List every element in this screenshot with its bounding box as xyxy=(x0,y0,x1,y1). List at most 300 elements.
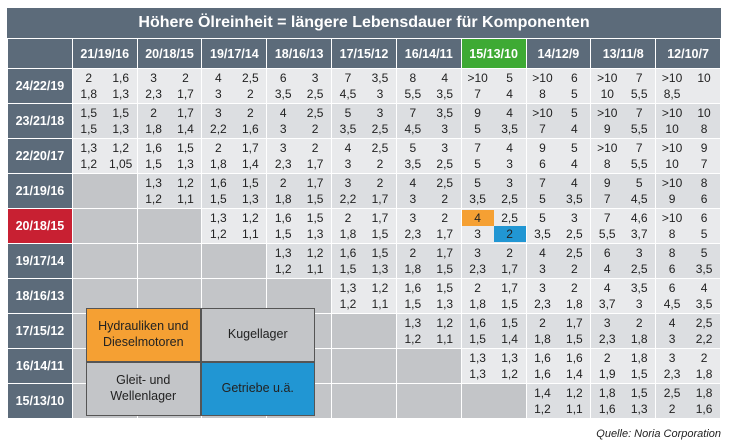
cell-value: 1,3 xyxy=(112,122,130,136)
table-cell xyxy=(202,69,267,104)
cell-value: >10 xyxy=(467,71,488,85)
cell-value: 1,8 xyxy=(598,386,616,400)
cell-value: 1,5 xyxy=(80,122,98,136)
cell-value: 1,3 xyxy=(241,192,259,206)
column-header: 16/14/11 xyxy=(396,39,461,69)
table-cell xyxy=(202,104,267,139)
table-cell xyxy=(591,139,656,174)
cell-value: 6 xyxy=(571,71,578,85)
cell-value: 9 xyxy=(603,122,611,136)
cell-value: 10 xyxy=(697,106,711,120)
table-row xyxy=(8,244,721,279)
cell-value: 5,5 xyxy=(598,227,616,241)
cell-value: 4 xyxy=(571,176,578,190)
cell-value: 2,5 xyxy=(566,246,583,260)
cell-value: 3 xyxy=(668,332,676,346)
table-cell xyxy=(202,174,267,209)
cell-value: 2 xyxy=(215,141,222,155)
cell-value: 3 xyxy=(279,122,287,136)
table-cell xyxy=(656,209,721,244)
cell-value: 2,3 xyxy=(274,157,292,171)
cell-value: 1,5 xyxy=(501,297,518,311)
cell-value: >10 xyxy=(597,106,618,120)
cell-value: 3 xyxy=(215,87,222,101)
cell-value: 3 xyxy=(668,351,676,365)
cell-value: 3,5 xyxy=(630,281,648,295)
cell-value: 4 xyxy=(506,87,513,101)
cell-value: 4 xyxy=(441,71,449,85)
cell-value: 1,8 xyxy=(630,332,648,346)
cell-value: 2,5 xyxy=(436,176,454,190)
table-row xyxy=(8,104,721,139)
cell-value: 1,4 xyxy=(177,122,194,136)
cell-value: 3,5 xyxy=(695,262,713,276)
cell-value: 2,5 xyxy=(306,106,324,120)
column-header: 21/19/16 xyxy=(72,39,137,69)
cell-value: 5 xyxy=(474,122,481,136)
cell-value: 4 xyxy=(506,106,513,120)
table-cell xyxy=(526,349,591,384)
cell-value: 7 xyxy=(700,157,708,171)
table-cell xyxy=(591,349,656,384)
table-cell xyxy=(267,139,332,174)
cell-value: 5,5 xyxy=(630,157,648,171)
cell-value: 2,5 xyxy=(371,122,389,136)
corner-cell xyxy=(8,39,73,69)
cell-value: 6 xyxy=(279,71,287,85)
table-title: Höhere Ölreinheit = längere Lebensdauer für Komponenten xyxy=(7,8,721,38)
cell-value: 1,6 xyxy=(339,246,357,260)
cell-value: 1,2 xyxy=(501,367,518,381)
cell-value: >10 xyxy=(661,211,683,225)
table-cell xyxy=(591,279,656,314)
cell-value: 2,3 xyxy=(404,227,422,241)
cell-value: 2 xyxy=(668,402,676,416)
cell-value: >10 xyxy=(532,106,553,120)
cell-value: 2,5 xyxy=(241,71,259,85)
cell-value: 1,5 xyxy=(80,106,98,120)
cell-value: 1,6 xyxy=(566,351,583,365)
cell-value: 7 xyxy=(635,106,643,120)
table-cell xyxy=(396,349,461,384)
cell-value: 1,5 xyxy=(306,192,324,206)
table-cell xyxy=(461,69,526,104)
cell-value: 8 xyxy=(539,87,546,101)
column-header: 12/10/7 xyxy=(656,39,721,69)
cell-value: 6 xyxy=(539,157,546,171)
cell-value: 1,5 xyxy=(501,316,518,330)
cell-value: 9 xyxy=(700,141,708,155)
cell-value: 2 xyxy=(311,141,319,155)
legend-hydraulics: Hydrauliken und Dieselmotoren xyxy=(87,309,200,361)
cell-value: 1,4 xyxy=(566,367,583,381)
cell-value: 2 xyxy=(603,351,611,365)
cell-value: 2 xyxy=(571,262,578,276)
cell-value: 1,2 xyxy=(274,262,292,276)
cell-value: 1,2 xyxy=(145,192,162,206)
table-cell xyxy=(72,244,137,279)
cell-value: 2,5 xyxy=(695,316,713,330)
cell-value: 1,8 xyxy=(145,122,162,136)
cell-value: 7 xyxy=(409,106,417,120)
cell-value: 1,5 xyxy=(210,192,227,206)
table-cell xyxy=(591,244,656,279)
cell-value: 8 xyxy=(700,176,708,190)
cell-value: 1,6 xyxy=(274,211,292,225)
table-cell xyxy=(656,139,721,174)
cell-value: 1,05 xyxy=(108,157,133,171)
cell-value: 9 xyxy=(539,141,546,155)
cell-value: 1,7 xyxy=(177,106,194,120)
cell-value: 4 xyxy=(409,176,417,190)
column-header: 14/12/9 xyxy=(526,39,591,69)
cell-value: 2 xyxy=(700,351,708,365)
table-cell xyxy=(267,104,332,139)
table-cell xyxy=(202,244,267,279)
table-cell xyxy=(396,69,461,104)
cell-value: 6 xyxy=(668,281,676,295)
cell-value: 3 xyxy=(635,297,643,311)
cell-value: 1,3 xyxy=(210,211,227,225)
table-cell xyxy=(72,104,137,139)
cell-value: 6 xyxy=(700,211,708,225)
cell-value: 1,2 xyxy=(534,402,551,416)
table-cell xyxy=(396,314,461,349)
table-cell xyxy=(656,279,721,314)
cell-value: 1,2 xyxy=(371,281,389,295)
cell-value: >10 xyxy=(597,71,618,85)
cell-value: 1,2 xyxy=(436,316,454,330)
cell-value: 7 xyxy=(474,87,481,101)
table-cell xyxy=(656,349,721,384)
cell-value: 1,5 xyxy=(371,227,389,241)
cell-value: 2 xyxy=(311,122,319,136)
table-cell xyxy=(137,209,202,244)
table-cell xyxy=(332,209,397,244)
cell-value: 2 xyxy=(246,106,254,120)
cell-value: 3,5 xyxy=(436,87,454,101)
cell-value: 1,8 xyxy=(534,332,551,346)
table-cell xyxy=(332,139,397,174)
legend xyxy=(86,308,315,416)
cell-value: 1,7 xyxy=(501,281,518,295)
cell-value: 1,3 xyxy=(436,297,454,311)
cell-value: 3,5 xyxy=(404,157,422,171)
cell-value: 4 xyxy=(344,141,352,155)
table-row xyxy=(8,209,721,244)
column-header: 18/16/13 xyxy=(267,39,332,69)
cell-value: 2 xyxy=(494,226,526,242)
cell-value: 2 xyxy=(246,87,254,101)
column-header: 15/13/10 xyxy=(461,39,526,69)
cell-value: 1,5 xyxy=(469,332,486,346)
column-header-row xyxy=(8,39,721,69)
cell-value: 1,7 xyxy=(436,246,454,260)
cell-value: 5 xyxy=(539,192,546,206)
cell-value: 3 xyxy=(279,141,287,155)
cell-value: 2 xyxy=(474,281,481,295)
table-cell xyxy=(267,69,332,104)
cell-value: 4 xyxy=(506,141,513,155)
cell-value: 3 xyxy=(376,87,384,101)
cell-value: 1,7 xyxy=(241,141,259,155)
table-cell xyxy=(461,349,526,384)
cell-value: 1,3 xyxy=(371,262,389,276)
cell-value: >10 xyxy=(661,106,683,120)
table-cell xyxy=(461,174,526,209)
cell-value: 1,8 xyxy=(695,386,713,400)
cell-value: 5 xyxy=(539,211,546,225)
cell-value: 4 xyxy=(539,246,546,260)
cell-value: 4 xyxy=(603,281,611,295)
cell-value: 1,8 xyxy=(630,351,648,365)
table-cell xyxy=(137,139,202,174)
cell-value: 3 xyxy=(635,246,643,260)
table-cell xyxy=(267,244,332,279)
cell-value: 1,3 xyxy=(501,351,518,365)
cell-value: 4 xyxy=(668,316,676,330)
cell-value: 7 xyxy=(539,176,546,190)
cell-value: 1,7 xyxy=(306,157,324,171)
cell-value: 4,5 xyxy=(663,297,681,311)
cell-value: 1,2 xyxy=(80,157,98,171)
cell-value: 3,5 xyxy=(501,122,518,136)
cell-value: 1,3 xyxy=(145,176,162,190)
cell-value: 2,3 xyxy=(534,297,551,311)
cell-value: 1,2 xyxy=(241,211,259,225)
table-cell xyxy=(72,209,137,244)
table-cell xyxy=(396,104,461,139)
cell-value: 10 xyxy=(600,87,614,101)
cell-value: 3 xyxy=(409,192,417,206)
cell-value: 1,1 xyxy=(436,332,454,346)
cell-value: 1,6 xyxy=(145,141,162,155)
cell-value: 1,1 xyxy=(177,192,194,206)
cell-value: 3,5 xyxy=(274,87,292,101)
table-cell xyxy=(396,139,461,174)
cell-value: 2 xyxy=(344,211,352,225)
cell-value: 10 xyxy=(697,71,711,85)
cell-value: 8 xyxy=(700,122,708,136)
cell-value: 10 xyxy=(665,122,679,136)
cell-value: 5 xyxy=(700,246,708,260)
cell-value: 3 xyxy=(376,106,384,120)
cell-value: 2 xyxy=(441,211,449,225)
cell-value: 8 xyxy=(668,246,676,260)
column-header: 17/15/12 xyxy=(332,39,397,69)
cell-value: 2 xyxy=(635,316,643,330)
cell-value: 3,5 xyxy=(339,122,357,136)
cell-value: >10 xyxy=(597,141,618,155)
cell-value: 1,3 xyxy=(469,351,486,365)
table-cell xyxy=(461,314,526,349)
cell-value: 1,6 xyxy=(695,402,713,416)
cell-value: 2 xyxy=(376,157,384,171)
table-cell xyxy=(526,104,591,139)
column-header: 20/18/15 xyxy=(137,39,202,69)
cell-value: 1,3 xyxy=(630,402,648,416)
table-cell xyxy=(72,69,137,104)
cell-value: 2 xyxy=(409,246,417,260)
cell-value: 4,5 xyxy=(630,192,648,206)
cell-value: 1,7 xyxy=(306,176,324,190)
cell-value: 1,3 xyxy=(404,316,422,330)
legend-gears: Getriebe u.ä. xyxy=(202,363,315,415)
cell-value: 1,2 xyxy=(339,297,357,311)
cell-value: 1,8 xyxy=(695,367,713,381)
cell-value: 3 xyxy=(441,122,449,136)
cell-value: 3 xyxy=(215,106,222,120)
cell-value: 5 xyxy=(474,157,481,171)
table-cell xyxy=(591,174,656,209)
table-cell xyxy=(591,69,656,104)
column-header: 13/11/8 xyxy=(591,39,656,69)
cell-value: 1,1 xyxy=(306,262,324,276)
cell-value: 1,5 xyxy=(274,227,292,241)
cell-value: 1,5 xyxy=(112,106,130,120)
cell-value: >10 xyxy=(661,71,683,85)
cell-value: 1,9 xyxy=(598,367,616,381)
cell-value: 2,5 xyxy=(630,262,648,276)
table-cell xyxy=(656,384,721,419)
table-cell xyxy=(591,384,656,419)
cell-value: 5 xyxy=(571,87,578,101)
cell-value: 1,8 xyxy=(210,157,227,171)
table-cell xyxy=(526,279,591,314)
cell-value: 1,6 xyxy=(534,367,551,381)
table-cell xyxy=(461,139,526,174)
cell-value: 2 xyxy=(150,106,157,120)
cell-value: 2,5 xyxy=(501,192,518,206)
table-cell xyxy=(202,139,267,174)
table-cell xyxy=(656,69,721,104)
table-cell xyxy=(461,209,526,244)
cell-value: 5,5 xyxy=(630,122,648,136)
cell-value: 7 xyxy=(603,211,611,225)
cell-value: 2,5 xyxy=(566,227,583,241)
cell-value: 3,7 xyxy=(598,297,616,311)
cell-value: 4,5 xyxy=(404,122,422,136)
cell-value: 2,5 xyxy=(501,211,518,225)
cell-value: 1,1 xyxy=(241,227,259,241)
table-cell xyxy=(332,244,397,279)
cell-value: 3 xyxy=(344,157,352,171)
cell-value: 5 xyxy=(344,106,352,120)
cell-value: 9 xyxy=(603,176,611,190)
cell-value: 1,3 xyxy=(274,246,292,260)
cell-value: 2,2 xyxy=(695,332,713,346)
cell-value: 1,8 xyxy=(274,192,292,206)
cell-value: 1,2 xyxy=(177,176,194,190)
cell-value: 1,5 xyxy=(339,262,357,276)
cell-value: 5 xyxy=(635,176,643,190)
cell-value: 2 xyxy=(441,192,449,206)
table-cell xyxy=(591,104,656,139)
cell-value: 3 xyxy=(474,227,481,241)
cell-value: 1,3 xyxy=(339,281,357,295)
row-header: 22/20/17 xyxy=(8,139,73,174)
cell-value: 1,5 xyxy=(306,211,324,225)
cell-value: 2,2 xyxy=(339,192,357,206)
cell-value: 1,6 xyxy=(534,351,551,365)
cell-value: 1,5 xyxy=(241,176,259,190)
cell-value: 4,6 xyxy=(630,211,648,225)
cell-value: 1,8 xyxy=(404,262,422,276)
cell-value: 3 xyxy=(603,316,611,330)
cell-value: 2,3 xyxy=(598,332,616,346)
cell-value: 2 xyxy=(539,316,546,330)
cell-value: 1,8 xyxy=(339,227,357,241)
cell-value: 4 xyxy=(700,281,708,295)
cell-value: 5,5 xyxy=(630,87,648,101)
cell-value: 3 xyxy=(344,176,352,190)
cell-value: 5 xyxy=(571,106,578,120)
cell-value: 1,3 xyxy=(177,157,194,171)
cell-value: 7 xyxy=(603,192,611,206)
table-cell xyxy=(526,384,591,419)
table-cell xyxy=(461,104,526,139)
cell-value: 1,5 xyxy=(436,281,454,295)
cell-value: 7 xyxy=(344,71,352,85)
table-cell xyxy=(526,69,591,104)
table-cell xyxy=(332,349,397,384)
cell-value: 1,7 xyxy=(371,211,389,225)
table-cell xyxy=(137,174,202,209)
source-note: Quelle: Noria Corporation xyxy=(596,428,721,440)
cell-value: 1,2 xyxy=(210,227,227,241)
cell-value: 1,7 xyxy=(501,262,518,276)
cell-value: 1,5 xyxy=(371,246,389,260)
row-header: 17/15/12 xyxy=(8,314,73,349)
cell-value: 3 xyxy=(311,71,319,85)
cell-value: 2,2 xyxy=(210,122,227,136)
table-cell xyxy=(656,244,721,279)
cell-value: 1,5 xyxy=(436,262,454,276)
row-header: 18/16/13 xyxy=(8,279,73,314)
cell-value: 8 xyxy=(603,157,611,171)
cell-value: 1,2 xyxy=(306,246,324,260)
table-cell xyxy=(461,279,526,314)
cell-value: 1,8 xyxy=(80,87,98,101)
cell-value: 1,2 xyxy=(404,332,422,346)
cell-value: 1,6 xyxy=(210,176,227,190)
table-cell xyxy=(332,279,397,314)
table-cell xyxy=(591,209,656,244)
cell-value: 2 xyxy=(506,246,513,260)
table-cell xyxy=(202,209,267,244)
cell-value: 4 xyxy=(215,71,222,85)
cell-value: 1,3 xyxy=(112,87,130,101)
cell-value: 3,5 xyxy=(469,192,486,206)
cell-value: 2,3 xyxy=(663,367,681,381)
table-cell xyxy=(396,174,461,209)
cell-value: 2 xyxy=(279,176,287,190)
table-cell xyxy=(332,384,397,419)
table-cell xyxy=(332,104,397,139)
cell-value: >10 xyxy=(661,176,683,190)
cell-value: 4 xyxy=(603,262,611,276)
column-header: 19/17/14 xyxy=(202,39,267,69)
cell-value: 1,4 xyxy=(534,386,551,400)
cell-value: 1,1 xyxy=(566,402,583,416)
cell-value: 1,7 xyxy=(566,316,583,330)
cell-value: 1,4 xyxy=(501,332,518,346)
table-cell xyxy=(72,174,137,209)
cell-value: 1,2 xyxy=(566,386,583,400)
cell-value: 2 xyxy=(376,176,384,190)
cell-value: >10 xyxy=(661,141,683,155)
table-cell xyxy=(461,384,526,419)
